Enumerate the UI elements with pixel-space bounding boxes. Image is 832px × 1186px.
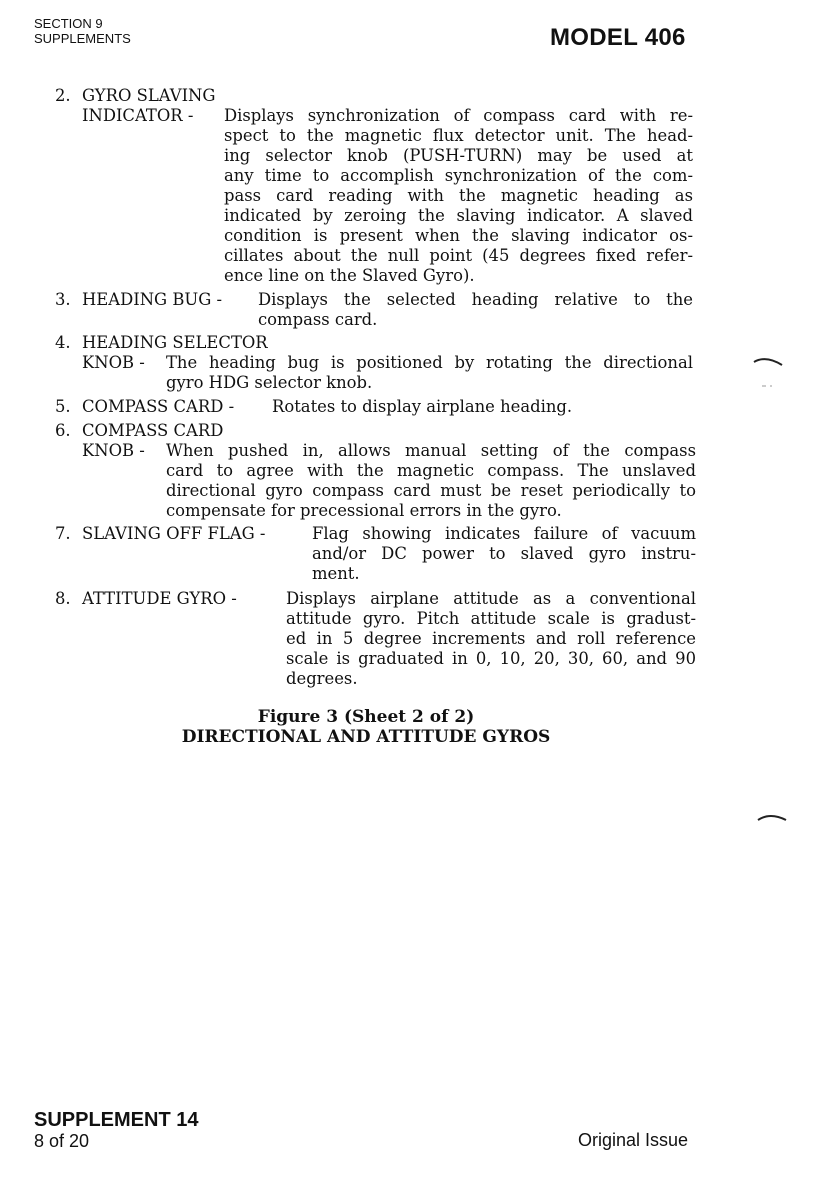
margin-mark: [756, 808, 792, 828]
item-description-line: Flag showing indicates failure of vacuum: [312, 524, 696, 543]
item-description-line: degrees.: [286, 669, 358, 688]
item-description-line: ment.: [312, 564, 360, 583]
item-description-line: When pushed in, allows manual setting of the compass: [166, 441, 696, 460]
item-number: 4.: [55, 333, 71, 352]
figure-title: DIRECTIONAL AND ATTITUDE GYROS: [181, 727, 551, 747]
item-number: 8.: [55, 589, 71, 608]
item-description-line: Displays airplane attitude as a conventional: [286, 589, 696, 608]
item-term: ATTITUDE GYRO -: [82, 589, 237, 608]
supplement-label: SUPPLEMENT 14: [34, 1109, 199, 1131]
item-number: 2.: [55, 86, 71, 105]
item-description-line: Rotates to display airplane heading.: [272, 397, 573, 416]
margin-mark: [752, 352, 788, 392]
item-description-line: ed in 5 degree increments and roll reference: [286, 629, 696, 648]
item-description-line: The heading bug is positioned by rotating the directional: [166, 353, 693, 372]
item-number: 5.: [55, 397, 71, 416]
item-description-line: compensate for precessional errors in the gyro.: [166, 501, 562, 520]
item-number: 7.: [55, 524, 71, 543]
item-description-line: card to agree with the magnetic compass. The unslaved: [166, 461, 696, 480]
item-description-line: and/or DC power to slaved gyro instru-: [312, 544, 696, 563]
section-header: [34, 16, 131, 46]
item-description-line: ence line on the Slaved Gyro).: [224, 266, 475, 285]
footer-left: [34, 1110, 198, 1152]
issue-label: Original Issue: [578, 1130, 689, 1150]
item-description-line: directional gyro compass card must be reset periodically to: [166, 481, 696, 500]
section-label: SECTION 9: [34, 16, 103, 31]
item-term: HEADING SELECTOR: [82, 333, 268, 352]
item-number: 3.: [55, 290, 71, 309]
model-title: MODEL 406: [550, 24, 686, 51]
item-description-line: indicated by zeroing the slaving indicator. A slaved: [224, 206, 693, 225]
item-description-line: attitude gyro. Pitch attitude scale is gradust-: [286, 609, 696, 628]
item-description-line: gyro HDG selector knob.: [166, 373, 373, 392]
item-description-line: cillates about the null point (45 degrees fixed refer-: [224, 246, 693, 265]
item-term: KNOB -: [82, 353, 145, 372]
item-number: 6.: [55, 421, 71, 440]
item-term: GYRO SLAVING: [82, 86, 216, 105]
item-term: SLAVING OFF FLAG -: [82, 524, 266, 543]
item-description-line: scale is graduated in 0, 10, 20, 30, 60, and 90: [286, 649, 696, 668]
item-description-line: ing selector knob (PUSH-TURN) may be used at: [224, 146, 693, 165]
item-description-line: compass card.: [258, 310, 378, 329]
page-number: 8 of 20: [34, 1131, 90, 1151]
item-term: KNOB -: [82, 441, 145, 460]
item-term: HEADING BUG -: [82, 290, 223, 309]
item-term: INDICATOR -: [82, 106, 194, 125]
item-term: COMPASS CARD -: [82, 397, 235, 416]
item-term: COMPASS CARD: [82, 421, 224, 440]
figure-caption: Figure 3 (Sheet 2 of 2): [257, 707, 475, 727]
item-description-line: Displays synchronization of compass card with re-: [224, 106, 693, 125]
item-description-line: any time to accomplish synchronization of the com-: [224, 166, 693, 185]
subsection-label: SUPPLEMENTS: [34, 31, 131, 46]
item-description-line: pass card reading with the magnetic heading as: [224, 186, 693, 205]
item-description-line: condition is present when the slaving indicator os-: [224, 226, 693, 245]
item-description-line: spect to the magnetic flux detector unit. The head-: [224, 126, 693, 145]
item-description-line: Displays the selected heading relative to the: [258, 290, 693, 309]
